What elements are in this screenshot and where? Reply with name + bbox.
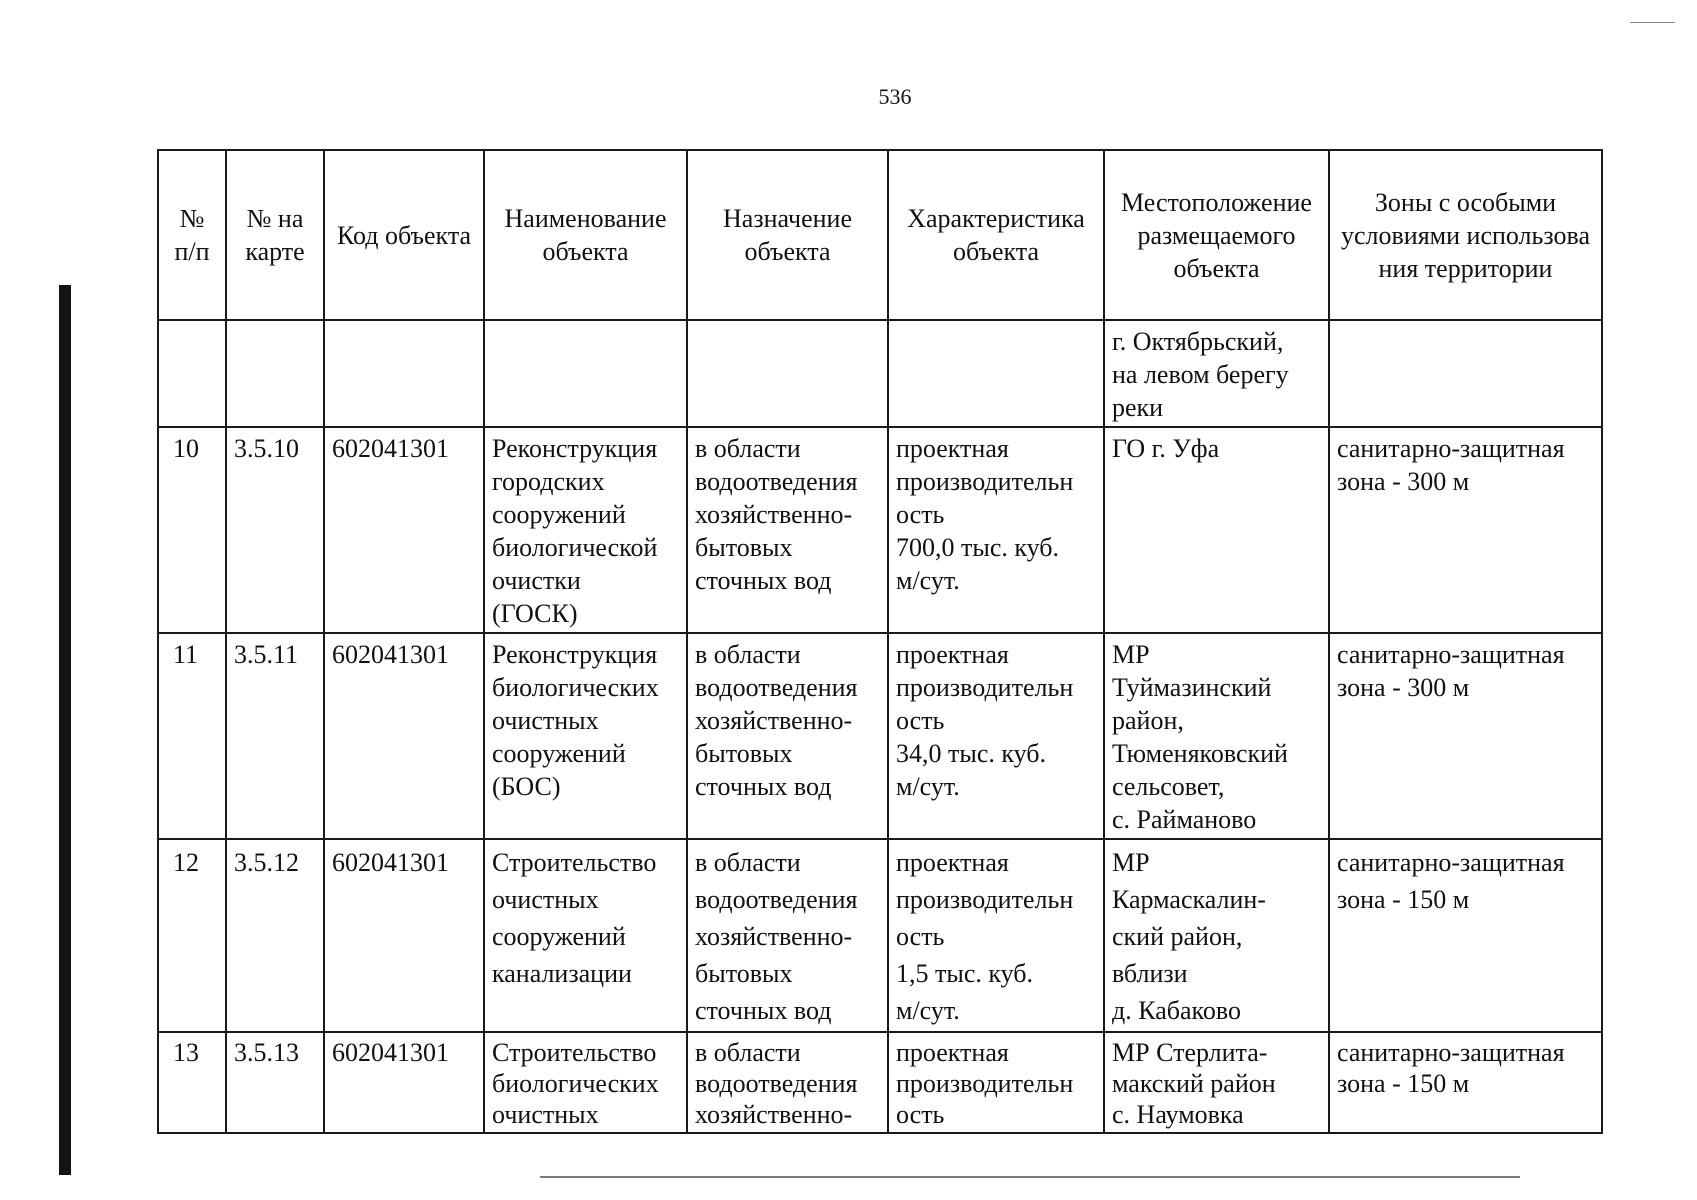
table-cell [226, 320, 324, 427]
name-cell: Строительство биологических очистных [484, 1032, 687, 1133]
purpose-cell: в области водоотведения хозяйственно- [687, 1032, 888, 1133]
table-cell [324, 320, 484, 427]
zones-cell: санитарно-защитная зона - 300 м [1329, 633, 1602, 839]
map-no-cell: 3.5.10 [226, 427, 324, 633]
scan-edge-bar [59, 285, 71, 1175]
header-location: Местоположение размещаемого объекта [1104, 150, 1329, 320]
header-characteristic: Характеристика объекта [888, 150, 1104, 320]
header-map-no: № на карте [226, 150, 324, 320]
characteristic-cell: проектная производительн ость 34,0 тыс. куб. м/сут. [888, 633, 1104, 839]
table-cell [484, 320, 687, 427]
table-cell [687, 320, 888, 427]
table-cell [888, 320, 1104, 427]
zones-cell: санитарно-защитная зона - 150 м [1329, 839, 1602, 1032]
map-no-cell: 3.5.12 [226, 839, 324, 1032]
name-cell: Реконструкция биологических очистных сооружений (БОС) [484, 633, 687, 839]
header-zones: Зоны с особыми условиями использова ния территории [1329, 150, 1602, 320]
location-cell: г. Октябрьский, на левом берегу реки [1104, 320, 1329, 427]
num-cell: 12 [158, 839, 226, 1032]
code-cell: 602041301 [324, 427, 484, 633]
code-cell: 602041301 [324, 1032, 484, 1133]
table-row-continuation [158, 320, 1602, 427]
num-cell: 10 [158, 427, 226, 633]
characteristic-cell: проектная производительн ость [888, 1032, 1104, 1133]
name-cell: Строительство очистных сооружений канализации [484, 839, 687, 1032]
table-row [158, 839, 1602, 1032]
table-row [158, 633, 1602, 839]
scan-bottom-line [540, 1176, 1520, 1178]
table-row [158, 427, 1602, 633]
table-row [158, 1032, 1602, 1133]
header-row [158, 150, 1602, 320]
location-cell: ГО г. Уфа [1104, 427, 1329, 633]
code-cell: 602041301 [324, 633, 484, 839]
zones-cell: санитарно-защитная зона - 300 м [1329, 427, 1602, 633]
scan-corner-line [1630, 22, 1675, 23]
num-cell: 13 [158, 1032, 226, 1133]
map-no-cell: 3.5.13 [226, 1032, 324, 1133]
header-name: Наименование объекта [484, 150, 687, 320]
header-num: № п/п [158, 150, 226, 320]
map-no-cell: 3.5.11 [226, 633, 324, 839]
location-cell: МР Стерлита- макский район с. Наумовка [1104, 1032, 1329, 1133]
page-number: 536 [878, 84, 912, 109]
characteristic-cell: проектная производительн ость 700,0 тыс. куб. м/сут. [888, 427, 1104, 633]
zones-cell: санитарно-защитная зона - 150 м [1329, 1032, 1602, 1133]
purpose-cell: в области водоотведения хозяйственно- бытовых сточных вод [687, 839, 888, 1032]
table-cell [1329, 320, 1602, 427]
num-cell: 11 [158, 633, 226, 839]
purpose-cell: в области водоотведения хозяйственно- бытовых сточных вод [687, 633, 888, 839]
name-cell: Реконструкция городских сооружений биологической очистки (ГОСК) [484, 427, 687, 633]
location-cell: МР Кармаскалин- ский район, вблизи д. Кабаково [1104, 839, 1329, 1032]
purpose-cell: в области водоотведения хозяйственно- бытовых сточных вод [687, 427, 888, 633]
location-cell: МР Туймазинский район, Тюменяковский сельсовет, с. Райманово [1104, 633, 1329, 839]
characteristic-cell: проектная производительн ость 1,5 тыс. куб. м/сут. [888, 839, 1104, 1032]
table-cell [158, 320, 226, 427]
code-cell: 602041301 [324, 839, 484, 1032]
header-purpose: Назначение объекта [687, 150, 888, 320]
header-code: Код объекта [324, 150, 484, 320]
objects-table [157, 149, 1603, 1134]
